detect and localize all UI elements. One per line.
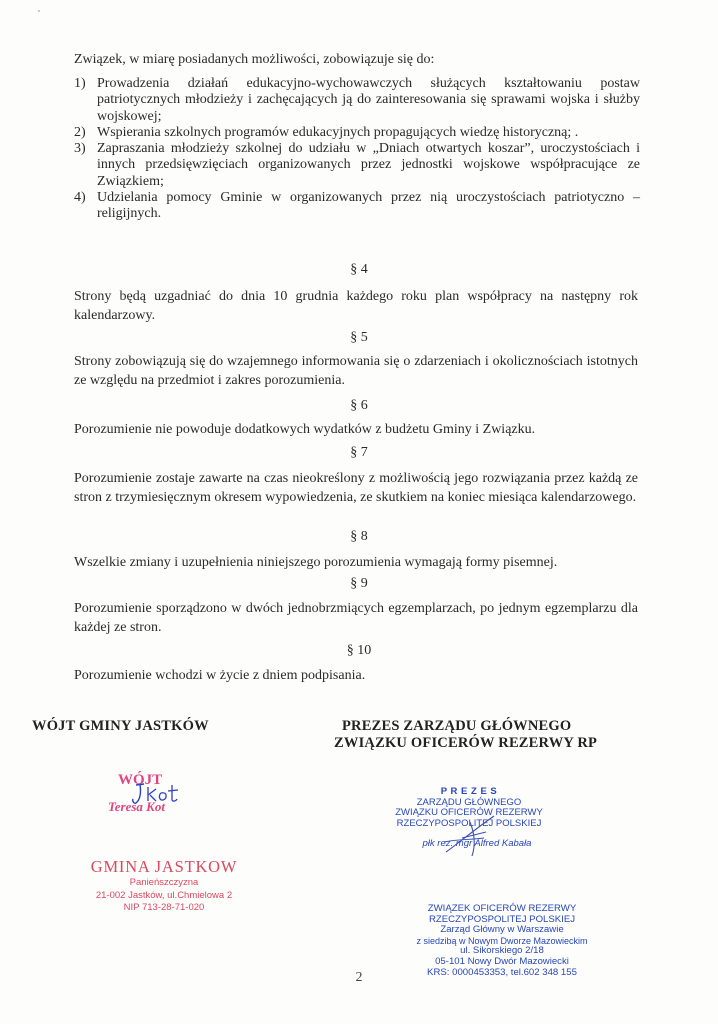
section-text: Strony zobowiązują się do wzajemnego informowania się o zdarzeniach i okolicznościach istotnych ze względu na przedmiot i zakres porozumienia. [74,354,638,388]
zor-stamp-line: Zarząd Główny w Warszawie [440,924,564,936]
section-heading: § 8 [350,529,368,544]
right-signatory-title-line2: ZWIĄZKU OFICERÓW REZERWY RP [334,735,598,751]
zor-stamp-line: z siedzibą w Nowym Dworze Mazowieckim [416,935,588,946]
gmina-stamp-name: GMINA JASTKOW [90,857,238,876]
left-signatory-title: WÓJT GMINY JASTKÓW [32,718,209,734]
gmina-stamp-line: Panieńszczyzna [129,877,199,888]
section-text: Strony będą uzgadniać do dnia 10 grudnia każdego roku plan współpracy na następny rok kalendarzowy. [74,289,638,323]
prezes-stamp-name: płk rez. mgr Alfred Kabała [422,838,532,849]
zor-stamp [396,904,608,978]
prezes-stamp-line: RZECZYPOSPOLITEJ POLSKIEJ [396,817,542,829]
list-item [74,190,640,223]
scan-speck [38,10,40,12]
section-text: Porozumienie sporządzono w dwóch jednobrzmiących egzemplarzach, po jednym egzemplarzu dla każdej ze stron. [74,601,638,635]
list-number: 3) [74,141,86,157]
section-heading: § 9 [350,576,368,591]
list-item [74,76,640,125]
right-signatory-title-line1: PREZES ZARZĄDU GŁÓWNEGO [342,718,572,734]
intro-text: Związek, w miarę posiadanych możliwości, zobowiązuje się do: [74,52,435,67]
section-heading: § 4 [350,262,368,277]
section-heading: § 6 [350,398,368,413]
obligations-list [74,76,640,223]
zor-stamp-line: ul. Sikorskiego 2/18 [460,945,544,957]
section-heading: § 7 [350,445,368,460]
list-text: Wspierania szkolnych programów edukacyjnych propagujących wiedzę historyczną; . [97,124,579,140]
section-heading: § 10 [346,643,372,658]
section-text: Porozumienie zostaje zawarte na czas nieokreślony z możliwością jego rozwiązania przez każdą ze stron z trzymiesięcznym okresem wypowiedzenia, ze skutkiem na koniec miesiąca kalendarzowego. [74,471,638,505]
section-text: Wszelkie zmiany i uzupełnienia niniejszego porozumienia wymagają formy pisemnej. [74,555,558,570]
zor-stamp-line: ZWIĄZEK OFICERÓW REZERWY [427,903,577,914]
prezes-handwritten-signature [440,812,500,858]
section-heading: § 5 [350,330,368,345]
list-text: Zapraszania młodzieży szkolnej do udziału w „Dniach otwartych koszar”, uroczystościach i innych przedsięwzięciach organizowanych przez jednostki wojskowe współpracujące ze Związkiem; [97,141,640,189]
list-item [74,141,640,190]
list-text: Prowadzenia działań edukacyjno-wychowawczych służących kształtowaniu postaw patriotycznych młodzieży i zachęcających ją do zainteresowania się sprawami wojska i służby wojskowej; [97,76,640,124]
gmina-stamp-line: NIP 713-28-71-020 [123,902,205,913]
section-text: Porozumienie nie powoduje dodatkowych wydatków z budżetu Gminy i Związku. [74,422,536,437]
list-number: 1) [74,76,86,91]
list-number: 4) [74,190,86,206]
list-number: 2) [74,124,86,140]
section-text: Porozumienie wchodzi w życie z dniem podpisania. [74,668,366,683]
prezes-stamp-line: P R E Z E S [440,786,498,797]
list-item [74,125,640,141]
gmina-stamp [68,858,260,915]
wojt-handwritten-signature [130,781,184,807]
zor-stamp-line: RZECZYPOSPOLITEJ POLSKIEJ [428,913,576,925]
zor-stamp-line: 05-101 Nowy Dwór Mazowiecki [435,955,569,967]
prezes-stamp-line: ZWIĄZKU OFICERÓW REZERWY [395,807,543,818]
prezes-stamp-line: ZARZĄDU GŁÓWNEGO [416,796,522,808]
zor-stamp-line: KRS: 0000453353, tel.602 348 155 [427,966,577,978]
list-text: Udzielania pomocy Gminie w organizowanych przez nią uroczystościach patriotyczno – religijnych. [97,190,640,222]
page-number: 2 [355,970,363,985]
gmina-stamp-line: 21-002 Jastków, ul.Chmielowa 2 [95,889,233,901]
wojt-stamp-title: WÓJT [118,772,163,788]
wojt-stamp-name: Teresa Kot [108,799,165,814]
